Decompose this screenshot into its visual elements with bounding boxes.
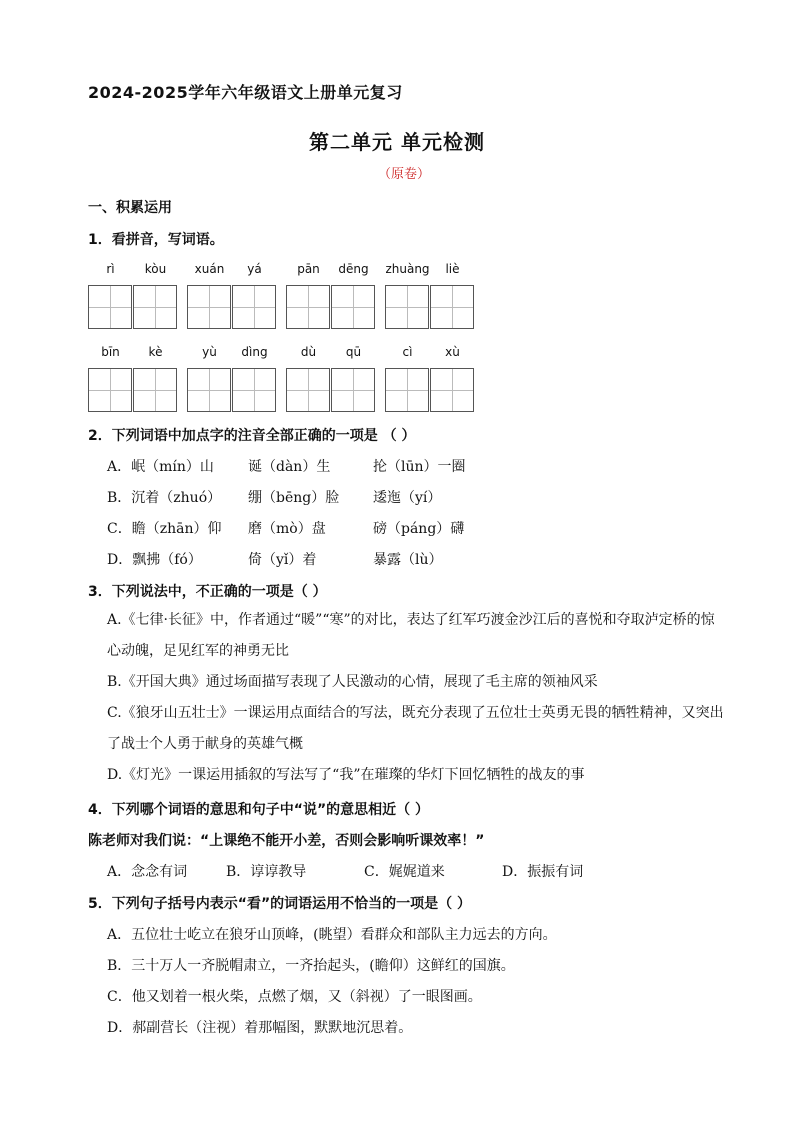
pinyin-syllable: qū	[345, 345, 362, 359]
pinyin-word-group	[187, 345, 277, 413]
question-3-option-c: C.《狼牙山五壮士》一课运用点面结合的写法，既充分表现了五位壮士英勇无畏的牺牲精神，又突出了战士个人勇于献身的英雄气概	[107, 705, 724, 752]
writing-box[interactable]	[286, 285, 330, 329]
question-3-stem: 3．下列说法中，不正确的一项是（ ）	[88, 584, 327, 600]
writing-box[interactable]	[430, 285, 474, 329]
question-5-option-d: D．郝副营长（注视）着那幅图，默默地沉思着。	[107, 1020, 413, 1036]
question-4-option: D．振振有词	[502, 864, 584, 880]
question-2-stem: 2．下列词语中加点字的注音全部正确的一项是 （ ）	[88, 428, 416, 444]
pinyin-word-group	[385, 345, 475, 413]
document-header: 2024-2025学年六年级语文上册单元复习	[88, 83, 403, 102]
question-2-option: 逶迤（yí）	[373, 490, 442, 506]
question-3-option-b: B.《开国大典》通过场面描写表现了人民激动的心情，展现了毛主席的领袖风采	[107, 674, 598, 690]
writing-box[interactable]	[187, 368, 231, 412]
page-subtitle: （原卷）	[377, 167, 430, 182]
pinyin-word-group	[88, 262, 178, 330]
writing-box[interactable]	[232, 368, 276, 412]
writing-box[interactable]	[385, 368, 429, 412]
question-2-option: C．瞻（zhān）仰	[107, 521, 222, 537]
question-2-option: B．沉着（zhuó）	[107, 490, 222, 506]
question-4-option: C．娓娓道来	[364, 864, 445, 880]
writing-box[interactable]	[133, 285, 177, 329]
question-1-stem: 1．看拼音，写词语。	[88, 232, 224, 248]
question-2-option: D．飘拂（fó）	[107, 552, 202, 568]
pinyin-word-group	[385, 262, 475, 330]
writing-box[interactable]	[286, 368, 330, 412]
question-3-option-a: A.《七律·长征》中，作者通过“暖”“寒”的对比，表达了红军巧渡金沙江后的喜悦和夺取泸定桥的惊心动魄，足见红军的神勇无比	[107, 612, 715, 659]
pinyin-syllable: yù	[202, 345, 217, 359]
pinyin-syllable: kòu	[144, 262, 167, 276]
pinyin-syllable: yá	[247, 262, 262, 276]
writing-box[interactable]	[232, 285, 276, 329]
pinyin-syllable: cì	[402, 345, 413, 359]
pinyin-syllable: kè	[148, 345, 163, 359]
question-5-option-a: A．五位壮士屹立在狼牙山顶峰，(眺望）看群众和部队主力远去的方向。	[107, 927, 557, 943]
pinyin-syllable: rì	[106, 262, 115, 276]
pinyin-word-group	[286, 262, 376, 330]
question-3-option-d: D.《灯光》一课运用插叙的写法写了“我”在璀璨的华灯下回忆牺牲的战友的事	[107, 767, 585, 783]
pinyin-syllable: xuán	[194, 262, 225, 276]
writing-box[interactable]	[133, 368, 177, 412]
writing-box[interactable]	[331, 368, 375, 412]
question-4-sentence: 陈老师对我们说：“上课绝不能开小差，否则会影响听课效率！”	[88, 833, 485, 849]
question-5-stem: 5．下列句子括号内表示“看”的词语运用不恰当的一项是（ ）	[88, 896, 472, 912]
writing-box[interactable]	[187, 285, 231, 329]
pinyin-syllable: dēng	[338, 262, 369, 276]
writing-box[interactable]	[331, 285, 375, 329]
question-2-option: 诞（dàn）生	[248, 459, 331, 475]
writing-box[interactable]	[430, 368, 474, 412]
question-2-option: 绷（bēng）脸	[248, 490, 340, 506]
question-5-option-b: B．三十万人一齐脱帽肃立，一齐抬起头，(瞻仰）这鲜红的国旗。	[107, 958, 515, 974]
question-2-option: 磅（páng）礴	[373, 521, 465, 537]
pinyin-syllable: dìng	[241, 345, 268, 359]
pinyin-syllable: xù	[445, 345, 460, 359]
pinyin-word-group	[286, 345, 376, 413]
pinyin-word-group	[187, 262, 277, 330]
question-2-option: 倚（yǐ）着	[248, 552, 317, 568]
pinyin-word-group	[88, 345, 178, 413]
question-2-option: 抡（lūn）一圈	[373, 459, 466, 475]
pinyin-syllable: zhuàng	[385, 262, 430, 276]
writing-box[interactable]	[385, 285, 429, 329]
question-2-option: 磨（mò）盘	[248, 521, 326, 537]
question-5-option-c: C．他又划着一根火柴，点燃了烟，又（斜视）了一眼图画。	[107, 989, 482, 1005]
page-title: 第二单元 单元检测	[309, 130, 485, 154]
section-heading: 一、积累运用	[88, 200, 172, 216]
pinyin-syllable: dù	[300, 345, 317, 359]
pinyin-syllable: pān	[297, 262, 320, 276]
question-4-option: A．念念有词	[107, 864, 188, 880]
pinyin-syllable: liè	[445, 262, 460, 276]
question-2-option: 暴露（lù）	[373, 552, 443, 568]
question-4-stem: 4．下列哪个词语的意思和句子中“说”的意思相近（ ）	[88, 802, 430, 818]
writing-box[interactable]	[88, 285, 132, 329]
question-2-option: A．岷（mín）山	[107, 459, 214, 475]
question-4-option: B．谆谆教导	[226, 864, 307, 880]
pinyin-syllable: bīn	[101, 345, 120, 359]
writing-box[interactable]	[88, 368, 132, 412]
